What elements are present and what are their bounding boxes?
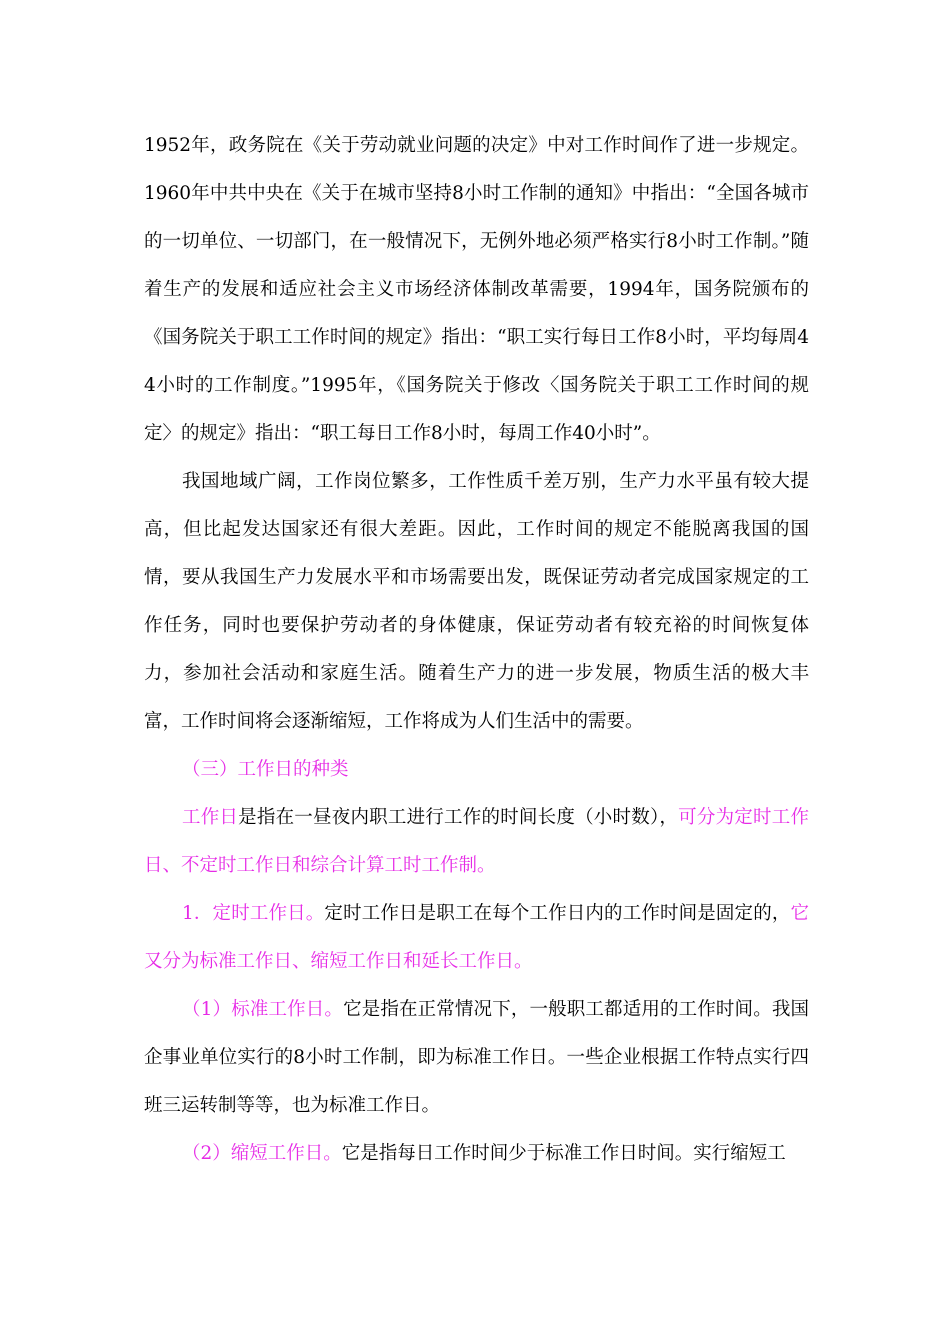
highlighted-text: 可分为定时工作日、不定时工作日和综合计算工时工作制。 bbox=[144, 807, 809, 876]
item-heading-standard-workday: （1）标准工作日。 bbox=[182, 999, 344, 1020]
paragraph-shortened-workday bbox=[144, 1130, 809, 1178]
term-workday: 工作日 bbox=[182, 807, 239, 828]
document-page bbox=[144, 122, 809, 1178]
text-segment: 它是指在正常情况下，一般职工都适用的工作时间。我国企事业单位实行的8小时工作制，即为标准工作日。一些企业根据工作特点实行四班三运转制等等，也为标准工作日。 bbox=[144, 999, 809, 1116]
paragraph-fixed-workday bbox=[144, 890, 809, 986]
paragraph-workday-definition bbox=[144, 794, 809, 890]
item-heading-fixed-workday: 1．定时工作日。 bbox=[182, 903, 325, 924]
paragraph-standard-workday bbox=[144, 986, 809, 1130]
item-heading-shortened-workday: （2）缩短工作日。 bbox=[182, 1143, 342, 1164]
highlighted-text: 它又分为标准工作日、缩短工作日和延长工作日。 bbox=[144, 903, 809, 972]
paragraph-work-hours-history bbox=[144, 122, 809, 458]
text-segment: 定时工作日是职工在每个工作日内的工作时间是固定的， bbox=[324, 903, 791, 924]
text-segment: 是指在一昼夜内职工进行工作的时间长度（小时数）， bbox=[238, 807, 679, 828]
text-segment: 1952年，政务院在《关于劳动就业问题的决定》中对工作时间作了进一步规定。1960年中共中央在《关于在城市坚持8小时工作制的通知》中指出：“全国各城市的一切单位、一切部门，在一般情况下，无例外地必须严格实行8小时工作制。”随着生产的发展和适应社会主义市场经济体制改革需要，1994年，国务院颁布的《国务院关于职工工作时间的规定》指出：“职工实行每日工作8小时，平均每周44小时的工作制度。”1995年，《国务院关于修改〈国务院关于职工工作时间的规定〉的规定》指出：“职工每日工作8小时，每周工作40小时”。 bbox=[144, 135, 809, 444]
paragraph-national-conditions bbox=[144, 458, 809, 746]
section-heading-workday-types bbox=[144, 746, 809, 794]
heading-text: （三）工作日的种类 bbox=[182, 759, 349, 780]
text-segment: 我国地域广阔，工作岗位繁多，工作性质千差万别，生产力水平虽有较大提高，但比起发达国家还有很大差距。因此，工作时间的规定不能脱离我国的国情，要从我国生产力发展水平和市场需要出发，既保证劳动者完成国家规定的工作任务，同时也要保护劳动者的身体健康，保证劳动者有较充裕的时间恢复体力，参加社会活动和家庭生活。随着生产力的进一步发展，物质生活的极大丰富，工作时间将会逐渐缩短，工作将成为人们生活中的需要。 bbox=[144, 471, 809, 732]
text-segment: 它是指每日工作时间少于标准工作日时间。实行缩短工 bbox=[341, 1143, 786, 1164]
